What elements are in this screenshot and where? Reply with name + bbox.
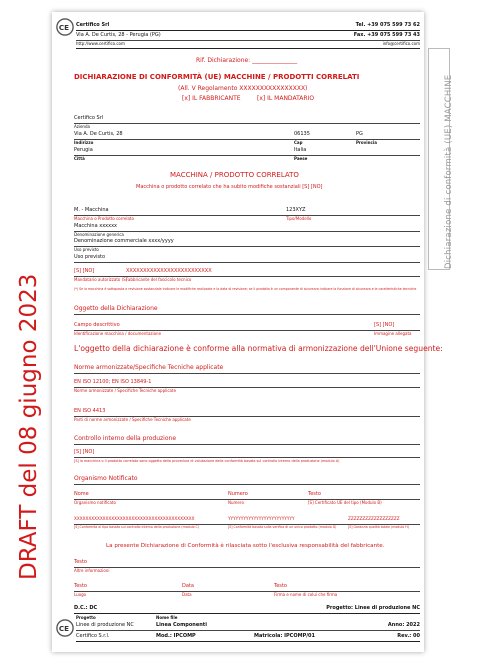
certifico-logo-icon — [56, 18, 74, 36]
docinfo-dc: D.C.: DC — [74, 605, 98, 611]
norme-label1: Norme armonizzate / Specifiche Tecniche applicate — [74, 388, 177, 393]
object-tag[interactable]: [S] [NO] — [374, 322, 395, 328]
draft-watermark — [0, 0, 60, 664]
organismo-ids: XXXXXXXXXXXXXXXXXXXXXXXXXXXXXXXXXXXXXXXXXX — [74, 516, 195, 521]
field-line — [74, 231, 420, 232]
role-mandatario[interactable]: [x] IL MANDATARIO — [257, 95, 315, 102]
footer-rev: Rev.: 00 — [397, 633, 420, 639]
object-field: Campo descrittivo — [74, 322, 120, 328]
manufacturer-name: Certifico Srl — [74, 115, 104, 121]
manufacturer-street: Via A. De Curtis, 28 — [74, 131, 123, 137]
header-company: Certifico Srl — [76, 22, 110, 28]
product-type-label: Macchina o Prodotto correlato — [74, 216, 134, 221]
product-function-label: Uso previsto — [74, 247, 99, 252]
footer-anno: Anno: 2022 — [387, 622, 420, 628]
document-title: DICHIARAZIONE DI CONFORMITÀ (UE) MACCHINE / PRODOTTI CORRELATI — [74, 73, 360, 81]
manufacturer-cap: 06135 — [294, 131, 310, 137]
header-fax: Fax. +39 075 599 73 43 — [353, 32, 420, 38]
footer-matricola: Matricola: IPCOMP/01 — [254, 633, 316, 639]
field-line — [74, 567, 420, 568]
footer-nome-label: Nome file — [156, 615, 178, 620]
object-field-label: Identificazione macchina / documentazione — [74, 331, 162, 336]
organismo-numero: Numero — [228, 491, 248, 497]
norme-list2: EN ISO 4413 — [74, 408, 106, 414]
organismo-ids3: ZZZZZZZZZZZZZZZZZZ — [348, 516, 400, 521]
product-name-label: Denominazione generica — [74, 232, 124, 237]
manufacturer-name-label: Azienda — [74, 124, 90, 129]
organismo-ids3-label: [S] Garanzia qualità totale (modulo H) — [348, 525, 409, 529]
sign-testo1-label: Altre informazioni — [74, 568, 110, 573]
product-model: 123XYZ — [286, 207, 306, 213]
product-section-title: MACCHINA / PRODOTTO CORRELATO — [170, 171, 299, 179]
allegato-reference: (All. V Regolamento XXXXXXXXXXXXXXXX) — [178, 85, 308, 92]
header-divider — [76, 48, 420, 49]
footer-divider — [74, 613, 420, 614]
responsibility-statement: La presente Dichiarazione di Conformità è rilasciata sotto l'esclusiva responsabilità del fabbricante. — [106, 543, 385, 549]
footer-divider — [76, 641, 420, 642]
field-line — [74, 262, 420, 263]
manufacturer-prov: PG — [356, 131, 363, 137]
product-note: Macchina o prodotto correlato che ha subito modifiche sostanziali [S] [NO] — [136, 184, 323, 190]
organismo-testo: Testo — [308, 491, 321, 497]
norme-list1: EN ISO 12100; EN ISO 13849-1 — [74, 379, 152, 385]
footer-divider — [76, 630, 420, 631]
footer-progetto: Linee di produzione NC — [76, 622, 134, 628]
footer-progetto-label: Progetto — [76, 615, 96, 620]
organismo-nome-label: Organismo notificato — [74, 500, 116, 505]
norme-title: Norme armonizzate/Specifiche Tecniche applicate — [74, 364, 224, 371]
product-name: Macchina xxxxxx — [74, 223, 118, 229]
product-footnote: (*) Se la macchina è sottoposta a revisione sostanziale indicare le modifiche realizzate e la data di revisione; se il prodotto è un componente di sicurezza indicare la funzione di sicurezza e le caratteristiche tecniche — [74, 287, 417, 291]
sign-luogo: Testo — [74, 583, 87, 589]
controllo-value[interactable]: [S] [NO] — [74, 449, 95, 455]
organismo-numero-label: Numero — [228, 500, 244, 505]
manufacturer-city-label: Città — [74, 156, 85, 161]
manufacturer-prov-label: Provincia — [356, 140, 377, 145]
product-type: M. - Macchina — [74, 207, 109, 213]
header-tel: Tel. +39 075 599 73 62 — [355, 22, 420, 28]
footer-mod: Mod.: IPCOMP — [156, 633, 196, 639]
side-label-box — [428, 48, 454, 270]
document-page — [52, 12, 443, 652]
field-line — [74, 123, 420, 124]
sign-firma-label: Firma e nome di colui che firma — [274, 592, 338, 597]
section-line — [74, 444, 420, 445]
side-label: Dichiarazione di conformità (UE) MACCHINE — [444, 74, 454, 269]
organismo-ids2: YYYYYYYYYYYYYYYYYYYYYYYYYY — [228, 516, 295, 521]
sign-firma: Testo — [274, 583, 287, 589]
controllo-note: [S] la macchina o il prodotto correlato sono oggetto della procedura di valutazione della conformità basata sul controllo interno della produzione (modulo A) — [74, 459, 340, 463]
organismo-ids-label: [S] Conformità al tipo basata sul controllo interno della produzione (modulo C) — [74, 525, 200, 529]
field-line — [74, 155, 420, 156]
product-auth-label: Mandatario autorizzato (S) — [74, 277, 128, 282]
product-auth[interactable]: [S] [NO] — [74, 268, 95, 274]
header-website[interactable]: http://www.certifico.com — [76, 41, 125, 46]
svg-text:CE: CE — [58, 624, 70, 634]
rif-dichiarazione: Rif. Dichiarazione: _______________ — [196, 57, 298, 64]
organismo-title: Organismo Notificato — [74, 475, 138, 482]
field-line — [74, 591, 420, 592]
section-line — [74, 314, 420, 315]
product-use: Uso previsto — [74, 254, 106, 260]
footer-company: Certifico S.r.l. — [76, 633, 110, 639]
manufacturer-street-label: Indirizzo — [74, 140, 94, 145]
role-fabbricante[interactable]: [x] IL FABBRICANTE — [182, 95, 241, 102]
header-email[interactable]: info@certifico.com — [382, 41, 420, 46]
sign-luogo-label: Luogo — [74, 592, 87, 597]
field-line — [74, 457, 420, 458]
svg-text:CE: CE — [58, 23, 70, 33]
footer-nome: Linea Componenti — [156, 622, 207, 628]
controllo-title: Controllo interno della produzione — [74, 435, 177, 442]
product-commercial: Denominazione commerciale xxxx/yyyy — [74, 238, 174, 244]
conformity-statement: L'oggetto della dichiarazione è conforme alla normativa di armonizzazione dell'Unione seguente: — [74, 344, 443, 353]
sign-testo1: Testo — [74, 559, 87, 565]
manufacturer-country: Italia — [294, 147, 307, 153]
manufacturer-country-label: Paese — [294, 156, 308, 161]
product-fascicolo-label: Fabbricante del fascicolo tecnico — [126, 277, 192, 282]
section-line — [74, 373, 420, 374]
docinfo-progetto: Progetto: Linee di produzione NC — [326, 605, 420, 611]
sign-data: Data — [182, 583, 194, 589]
header-divider — [76, 30, 420, 31]
header-address: Via A. De Curtis, 28 - Perugia (PG) — [76, 32, 161, 38]
organismo-nome: Nome — [74, 491, 89, 497]
draft-watermark-text: DRAFT del 08 giugno 2023 — [16, 273, 42, 580]
section-line — [74, 484, 420, 485]
certifico-logo-icon — [56, 619, 74, 637]
norme-label2: Parti di norme armonizzate / Specifiche Tecniche applicate — [74, 417, 191, 422]
manufacturer-cap-label: Cap — [294, 140, 303, 145]
object-tag-label: Immagine allegata — [374, 331, 412, 336]
field-line — [74, 246, 420, 247]
sign-data-label: Data — [182, 592, 192, 597]
product-fascicolo: XXXXXXXXXXXXXXXXXXXXXXXXX — [126, 268, 212, 274]
header-divider — [76, 40, 420, 41]
organismo-testo-label: [S] Certificato UE del tipo (Modulo B) — [308, 500, 382, 505]
manufacturer-city: Perugia — [74, 147, 93, 153]
object-section-title: Oggetto della Dichiarazione — [74, 305, 158, 312]
product-model-label: Tipo/Modello — [286, 216, 312, 221]
organismo-ids2-label: [S] Conformità basata sulla verifica di un unico prodotto (modulo G) — [228, 525, 337, 529]
